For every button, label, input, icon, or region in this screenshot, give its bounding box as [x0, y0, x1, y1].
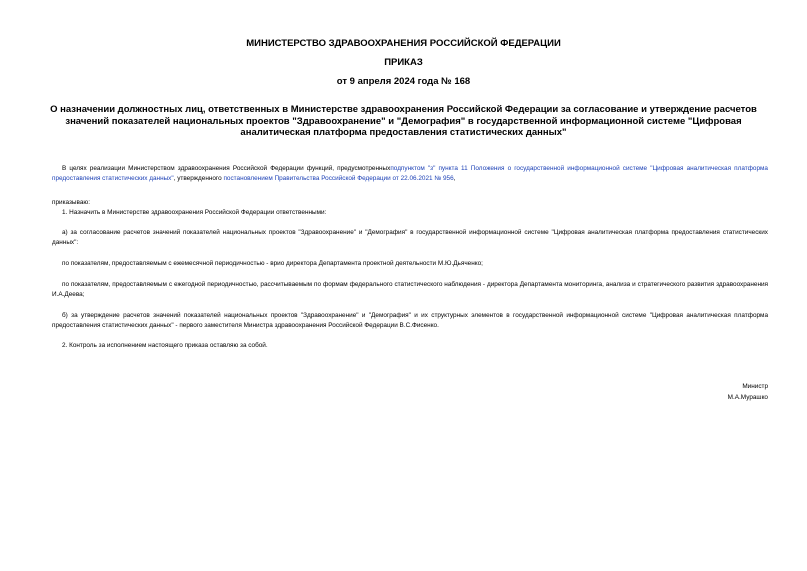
item-2: 2. Контроль за исполнением настоящего приказа оставляю за собой. [62, 342, 268, 349]
intro-link-decree[interactable]: постановлением Правительства Российской Федерации от 22.06.2021 № 956 [223, 175, 454, 182]
signature-position: Министр [742, 383, 768, 390]
item-1a: а) за согласование расчетов значений показателей национальных проектов "Здравоохранение" и "Демография" в государственной информационной системе "Цифровая аналитическая платформа предоставления статистических данных": [52, 229, 768, 246]
signature-name: М.А.Мурашко [727, 394, 768, 401]
order-heading: ПРИКАЗ [384, 57, 423, 68]
intro-text-3: , [453, 175, 456, 182]
item-1b: б) за утверждение расчетов значений показателей национальных проектов "Здравоохранение" и "Демография" и их структурных элементов в государственной информационной системе "Цифровая аналитическая платформа предоставления статистических данных" - первого заместителя Министра здравоохранения Российской Федерации В.С.Фисенко. [52, 312, 768, 329]
intro-link-regulation[interactable]: подпунктом "з" пункта 11 Положения о государственной информационной системе "Цифровая аналитическая платформа предоставления статистических данных" [52, 165, 768, 182]
intro-paragraph [52, 164, 768, 184]
order-word: приказываю: [52, 199, 90, 206]
item-1: 1. Назначить в Министерстве здравоохранения Российской Федерации ответственными: [62, 209, 327, 216]
ministry-heading: МИНИСТЕРСТВО ЗДРАВООХРАНЕНИЯ РОССИЙСКОЙ ФЕДЕРАЦИИ [246, 38, 561, 49]
order-title: О назначении должностных лиц, ответственных в Министерстве здравоохранения Российской Федерации за согласование и утверждение расчетов значений показателей национальных проектов "Здравоохранение" и "Демография" в государственной информационной системе "Цифровая аналитическая платформа предоставления статистических данных" [50, 104, 757, 138]
item-1a-monthly: по показателям, предоставляемым с ежемесячной периодичностью - врио директора Департамента проектной деятельности М.Ю.Дьяченко; [62, 260, 483, 267]
item-1a-yearly: по показателям, предоставляемым с ежегодной периодичностью, рассчитываемым по формам федерального статистического наблюдения - директора Департамента мониторинга, анализа и стратегического развития здравоохранения И.А.Деева; [52, 281, 768, 298]
intro-text-2: , утвержденного [173, 175, 224, 182]
intro-text-1: В целях реализации Министерством здравоохранения Российской Федерации функций, предусмотренных [62, 165, 391, 172]
order-date: от 9 апреля 2024 года № 168 [336, 76, 471, 87]
